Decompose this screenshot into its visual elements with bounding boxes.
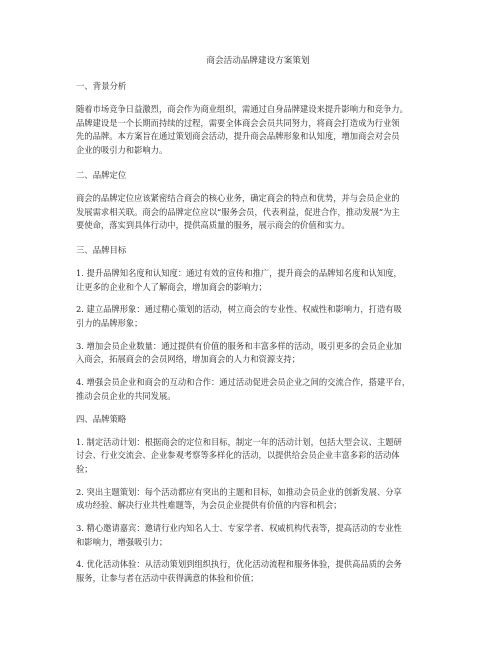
paragraph-line: 4. 增强会员企业和商会的互动和合作：通过活动促进会员企业之间的交流合作，搭建平台， <box>76 377 411 388</box>
paragraph-line: 入商会，拓展商会的会员网络，增加商会的人力和资源支持； <box>76 354 301 365</box>
section-heading: 二、品牌定位 <box>76 169 127 180</box>
paragraph <box>76 436 450 477</box>
paragraph <box>76 522 450 549</box>
paragraph-line: 品牌建设是一个长期而持续的过程，需要全体商会会员共同努力，将商会打造成为行业领 <box>76 117 400 128</box>
paragraph <box>76 558 450 585</box>
paragraph-line: 发展需求相关联。商会的品牌定位应以“服务会员，代表利益，促进合作，推动发展”为主 <box>76 206 400 217</box>
paragraph <box>76 192 450 233</box>
section-heading: 四、品牌策略 <box>76 413 127 424</box>
section-heading: 一、背景分析 <box>76 81 127 91</box>
paragraph-line: 和影响力，增强吸引力； <box>76 536 168 547</box>
paragraph-line: 要使命，落实到具体行动中，提供高质量的服务，展示商会的价值和实力。 <box>76 220 350 231</box>
document-body <box>76 80 450 586</box>
paragraph-line: 2. 建立品牌形象：通过精心策划的活动，树立商会的专业性、权威性和影响力，打造有吸 <box>76 304 402 315</box>
paragraph-line: 2. 突出主题策划：每个活动都应有突出的主题和目标，如推动会员企业的创新发展、分享 <box>76 486 402 497</box>
paragraph-line: 服务，让参与者在活动中获得满意的体验和价值； <box>76 573 259 584</box>
paragraph-line: 4. 优化活动体验：从活动策划到组织执行，优化活动流程和服务体验，提供高品质的会务 <box>76 559 402 570</box>
paragraph-line: 随着市场竞争日益激烈，商会作为商业组织，需通过自身品牌建设来提升影响力和竞争力。 <box>76 104 408 114</box>
paragraph-line: 验； <box>76 463 93 474</box>
paragraph <box>76 267 450 294</box>
paragraph-line: 1. 制定活动计划：根据商会的定位和目标，制定一年的活动计划，包括大型会议、主题研 <box>76 436 402 447</box>
paragraph <box>76 340 450 367</box>
paragraph <box>76 486 450 513</box>
paragraph-line: 1. 提升品牌知名度和认知度：通过有效的宣传和推广，提升商会的品牌知名度和认知度， <box>76 267 402 278</box>
paragraph-line: 3. 增加会员企业数量：通过提供有价值的服务和丰富多样的活动，吸引更多的会员企业加 <box>76 340 402 351</box>
paragraph-line: 推动会员企业的共同发展。 <box>76 390 176 401</box>
paragraph-line: 成功经验、解决行业共性难题等，为会员企业提供有价值的内容和机会； <box>76 500 342 511</box>
paragraph-line: 讨会、行业交流会、企业参观考察等多样化的活动，以提供给会员企业丰富多彩的活动体 <box>76 450 400 461</box>
paragraph-line: 先的品牌。本方案旨在通过策划商会活动，提升商会品牌形象和认知度，增加商会对会员 <box>76 131 400 142</box>
paragraph <box>76 376 450 403</box>
document-title: 商会活动品牌建设方案策划 <box>206 56 310 66</box>
paragraph-line: 3. 精心邀请嘉宾：邀请行业内知名人士、专家学者、权威机构代表等，提高活动的专业性 <box>76 523 402 534</box>
paragraph-line: 引力的品牌形象； <box>76 318 143 329</box>
paragraph <box>76 103 450 158</box>
paragraph <box>76 303 450 330</box>
paragraph-line: 企业的吸引力和影响力。 <box>76 145 168 156</box>
paragraph-line: 让更多的企业和个人了解商会，增加商会的影响力； <box>76 281 267 292</box>
paragraph-line: 商会的品牌定位应该紧密结合商会的核心业务，确定商会的特点和优势，并与会员企业的 <box>76 192 400 203</box>
section-heading: 三、品牌目标 <box>76 244 127 255</box>
